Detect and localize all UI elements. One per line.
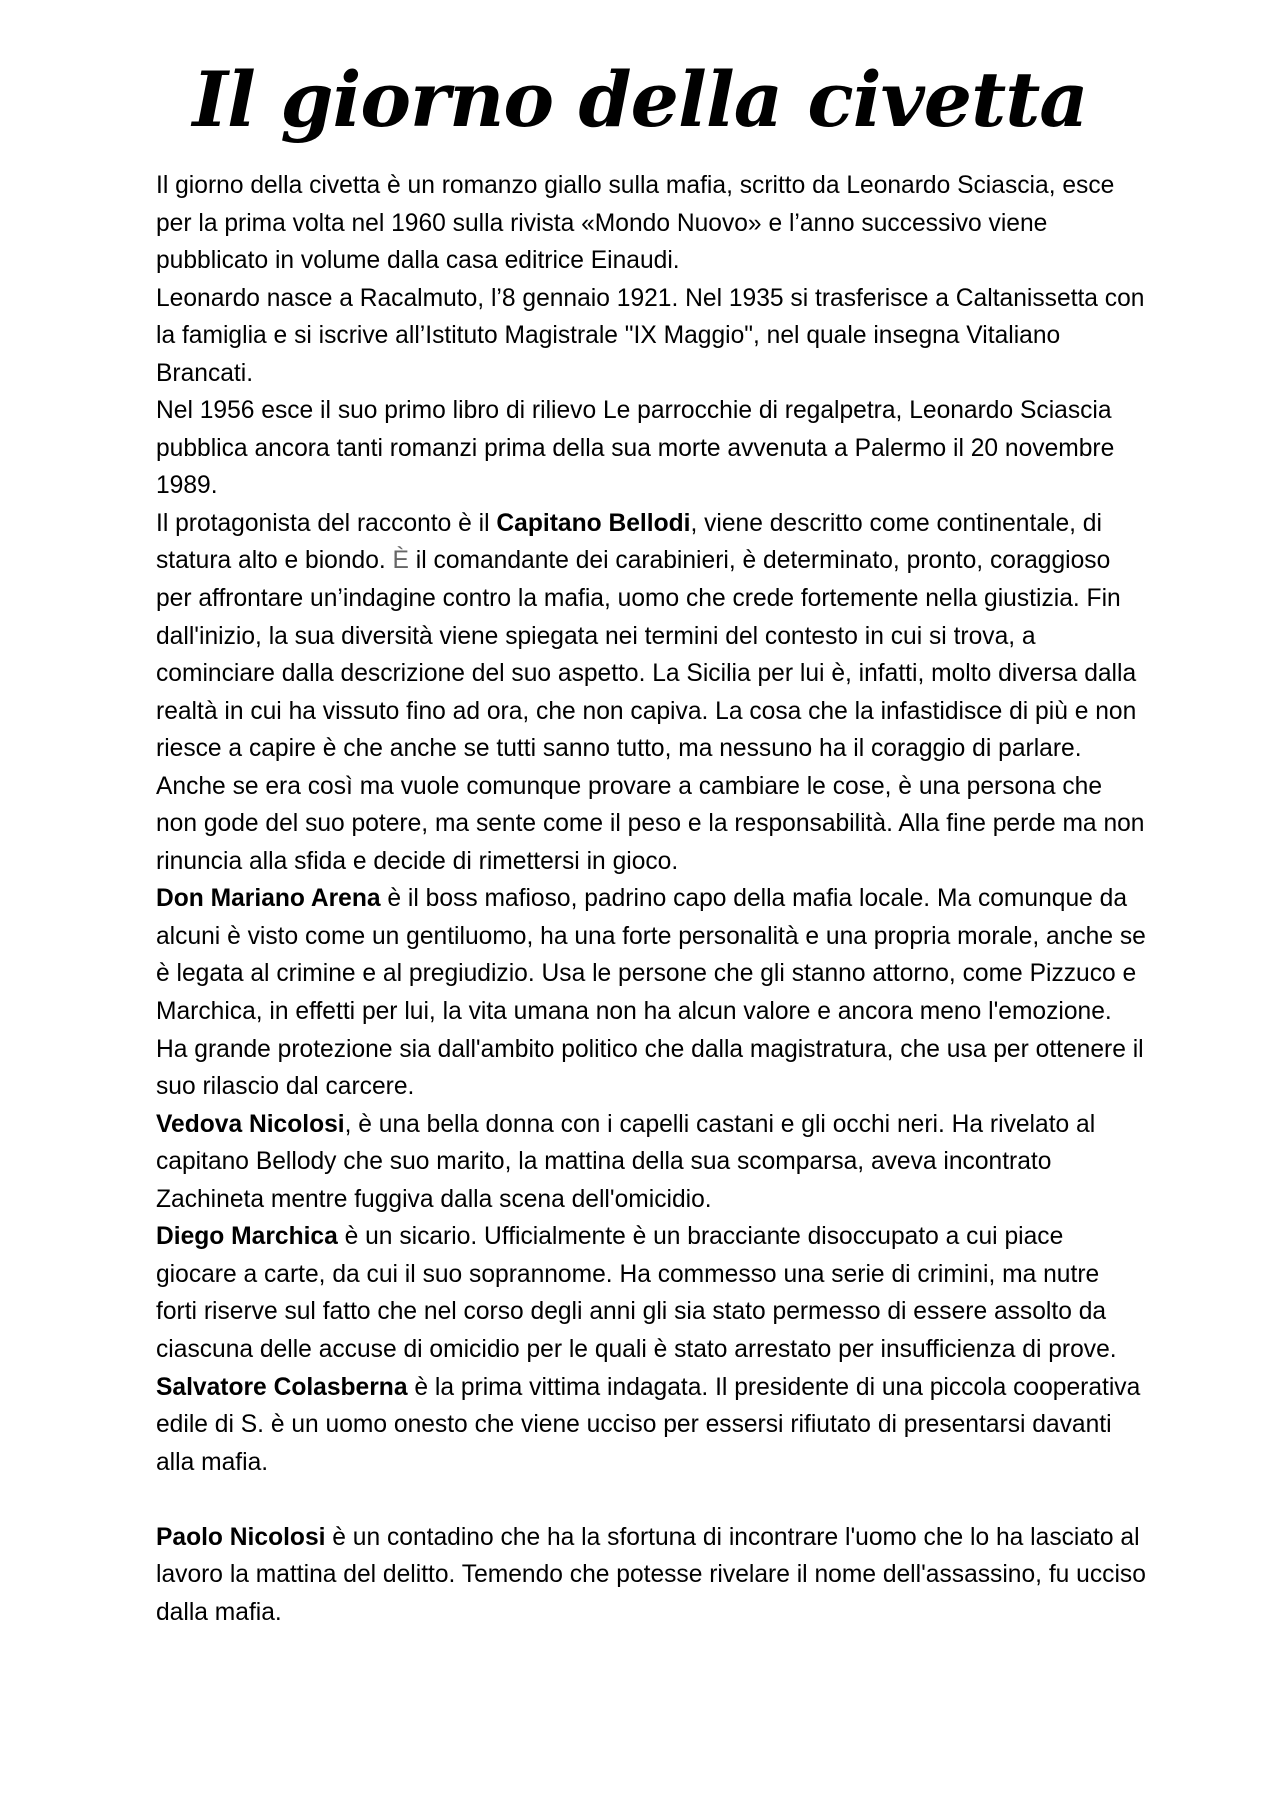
character-name-bellodi: Capitano Bellodi — [496, 509, 691, 537]
paragraph-author-works-text: Nel 1956 esce il suo primo libro di rilievo Le parrocchie di regalpetra, Leonardo Sciascia pubblica ancora tanti romanzi prima della sua morte avvenuta a Palermo il 20 novembre 1989. — [156, 397, 1115, 500]
paragraph-bellodi-post: il comandante dei carabinieri, è determinato, pronto, coraggioso per affrontare un’indagine contro la mafia, uomo che crede fortemente nella giustizia. Fin dall'inizio, la sua diversità viene spiegata nei termini del contesto in cui si trova, a cominciare dalla descrizione del suo aspetto. La Sicilia per lui è, infatti, molto diversa dalla realtà in cui ha vissuto fino ad ora, che non capiva. La cosa che la infastidisce di più e non riesce a capire è che anche se tutti sanno tutto, ma nessuno ha il coraggio di parlare. Anche se era così ma vuole comunque provare a cambiare le cose, è una persona che non gode del suo potere, ma sente come il peso e la responsabilità. Alla fine perde ma non rinuncia alla sfida e decide di rimettersi in gioco. — [156, 547, 1145, 875]
paragraph-bellodi-mid: , viene descritto come continentale, di statura alto e biondo. — [156, 509, 1102, 575]
document-body — [156, 167, 1146, 1631]
paragraph-colasberna-text: è la prima vittima indagata. Il presidente di una piccola cooperativa edile di S. è un uomo onesto che viene ucciso per essersi rifiutato di presentarsi davanti alla mafia. — [156, 1373, 1141, 1476]
document-title: Il giorno della civetta — [192, 55, 1088, 144]
paragraph-paolo-nicolosi — [156, 1519, 1146, 1632]
paragraph-spacer — [156, 1481, 1146, 1519]
paragraph-bellodi-accent-letter: È — [392, 547, 409, 575]
paragraph-diego-marchica-text: è un sicario. Ufficialmente è un bracciante disoccupato a cui piace giocare a carte, da cui il suo soprannome. Ha commesso una serie di crimini, ma nutre forti riserve sul fatto che nel corso degli anni gli sia stato permesso di essere assolto da ciascuna delle accuse di omicidio per le quali è stato arrestato per insufficienza di prove. — [156, 1223, 1117, 1363]
character-name-paolo-nicolosi: Paolo Nicolosi — [156, 1523, 326, 1551]
paragraph-paolo-nicolosi-text: è un contadino che ha la sfortuna di incontrare l'uomo che lo ha lasciato al lavoro la mattina del delitto. Temendo che potesse rivelare il nome dell'assassino, fu ucciso dalla mafia. — [156, 1523, 1146, 1626]
character-name-vedova-nicolosi: Vedova Nicolosi — [156, 1110, 345, 1138]
paragraph-don-mariano — [156, 880, 1146, 1105]
paragraph-vedova-nicolosi-text: , è una bella donna con i capelli castani e gli occhi neri. Ha rivelato al capitano Bellody che suo marito, la mattina della sua scomparsa, aveva incontrato Zachineta mentre fuggiva dalla scena dell'omicidio. — [156, 1110, 1096, 1213]
character-name-don-mariano: Don Mariano Arena — [156, 885, 381, 913]
paragraph-author-works — [156, 392, 1146, 505]
paragraph-intro — [156, 167, 1146, 280]
paragraph-don-mariano-text: è il boss mafioso, padrino capo della mafia locale. Ma comunque da alcuni è visto come un gentiluomo, ha una forte personalità e una propria morale, anche se è legata al crimine e al pregiudizio. Usa le persone che gli stanno attorno, come Pizzuco e Marchica, in effetti per lui, la vita umana non ha alcun valore e ancora meno l'emozione. Ha grande protezione sia dall'ambito politico che dalla magistratura, che usa per ottenere il suo rilascio dal carcere. — [156, 885, 1146, 1101]
paragraph-colasberna — [156, 1369, 1146, 1482]
paragraph-vedova-nicolosi — [156, 1106, 1146, 1219]
character-name-colasberna: Salvatore Colasberna — [156, 1373, 408, 1401]
paragraph-author-bio — [156, 280, 1146, 393]
paragraph-bellodi — [156, 505, 1146, 880]
paragraph-author-bio-text: Leonardo nasce a Racalmuto, l’8 gennaio 1921. Nel 1935 si trasferisce a Caltanissetta con la famiglia e si iscrive all’Istituto Magistrale "IX Maggio", nel quale insegna Vitaliano Brancati. — [156, 284, 1145, 387]
paragraph-bellodi-pre: Il protagonista del racconto è il — [156, 509, 497, 537]
character-name-diego-marchica: Diego Marchica — [156, 1223, 338, 1251]
paragraph-intro-text: Il giorno della civetta è un romanzo giallo sulla mafia, scritto da Leonardo Sciascia, esce per la prima volta nel 1960 sulla rivista «Mondo Nuovo» e l’anno successivo viene pubblicato in volume dalla casa editrice Einaudi. — [156, 172, 1115, 275]
paragraph-diego-marchica — [156, 1218, 1146, 1368]
